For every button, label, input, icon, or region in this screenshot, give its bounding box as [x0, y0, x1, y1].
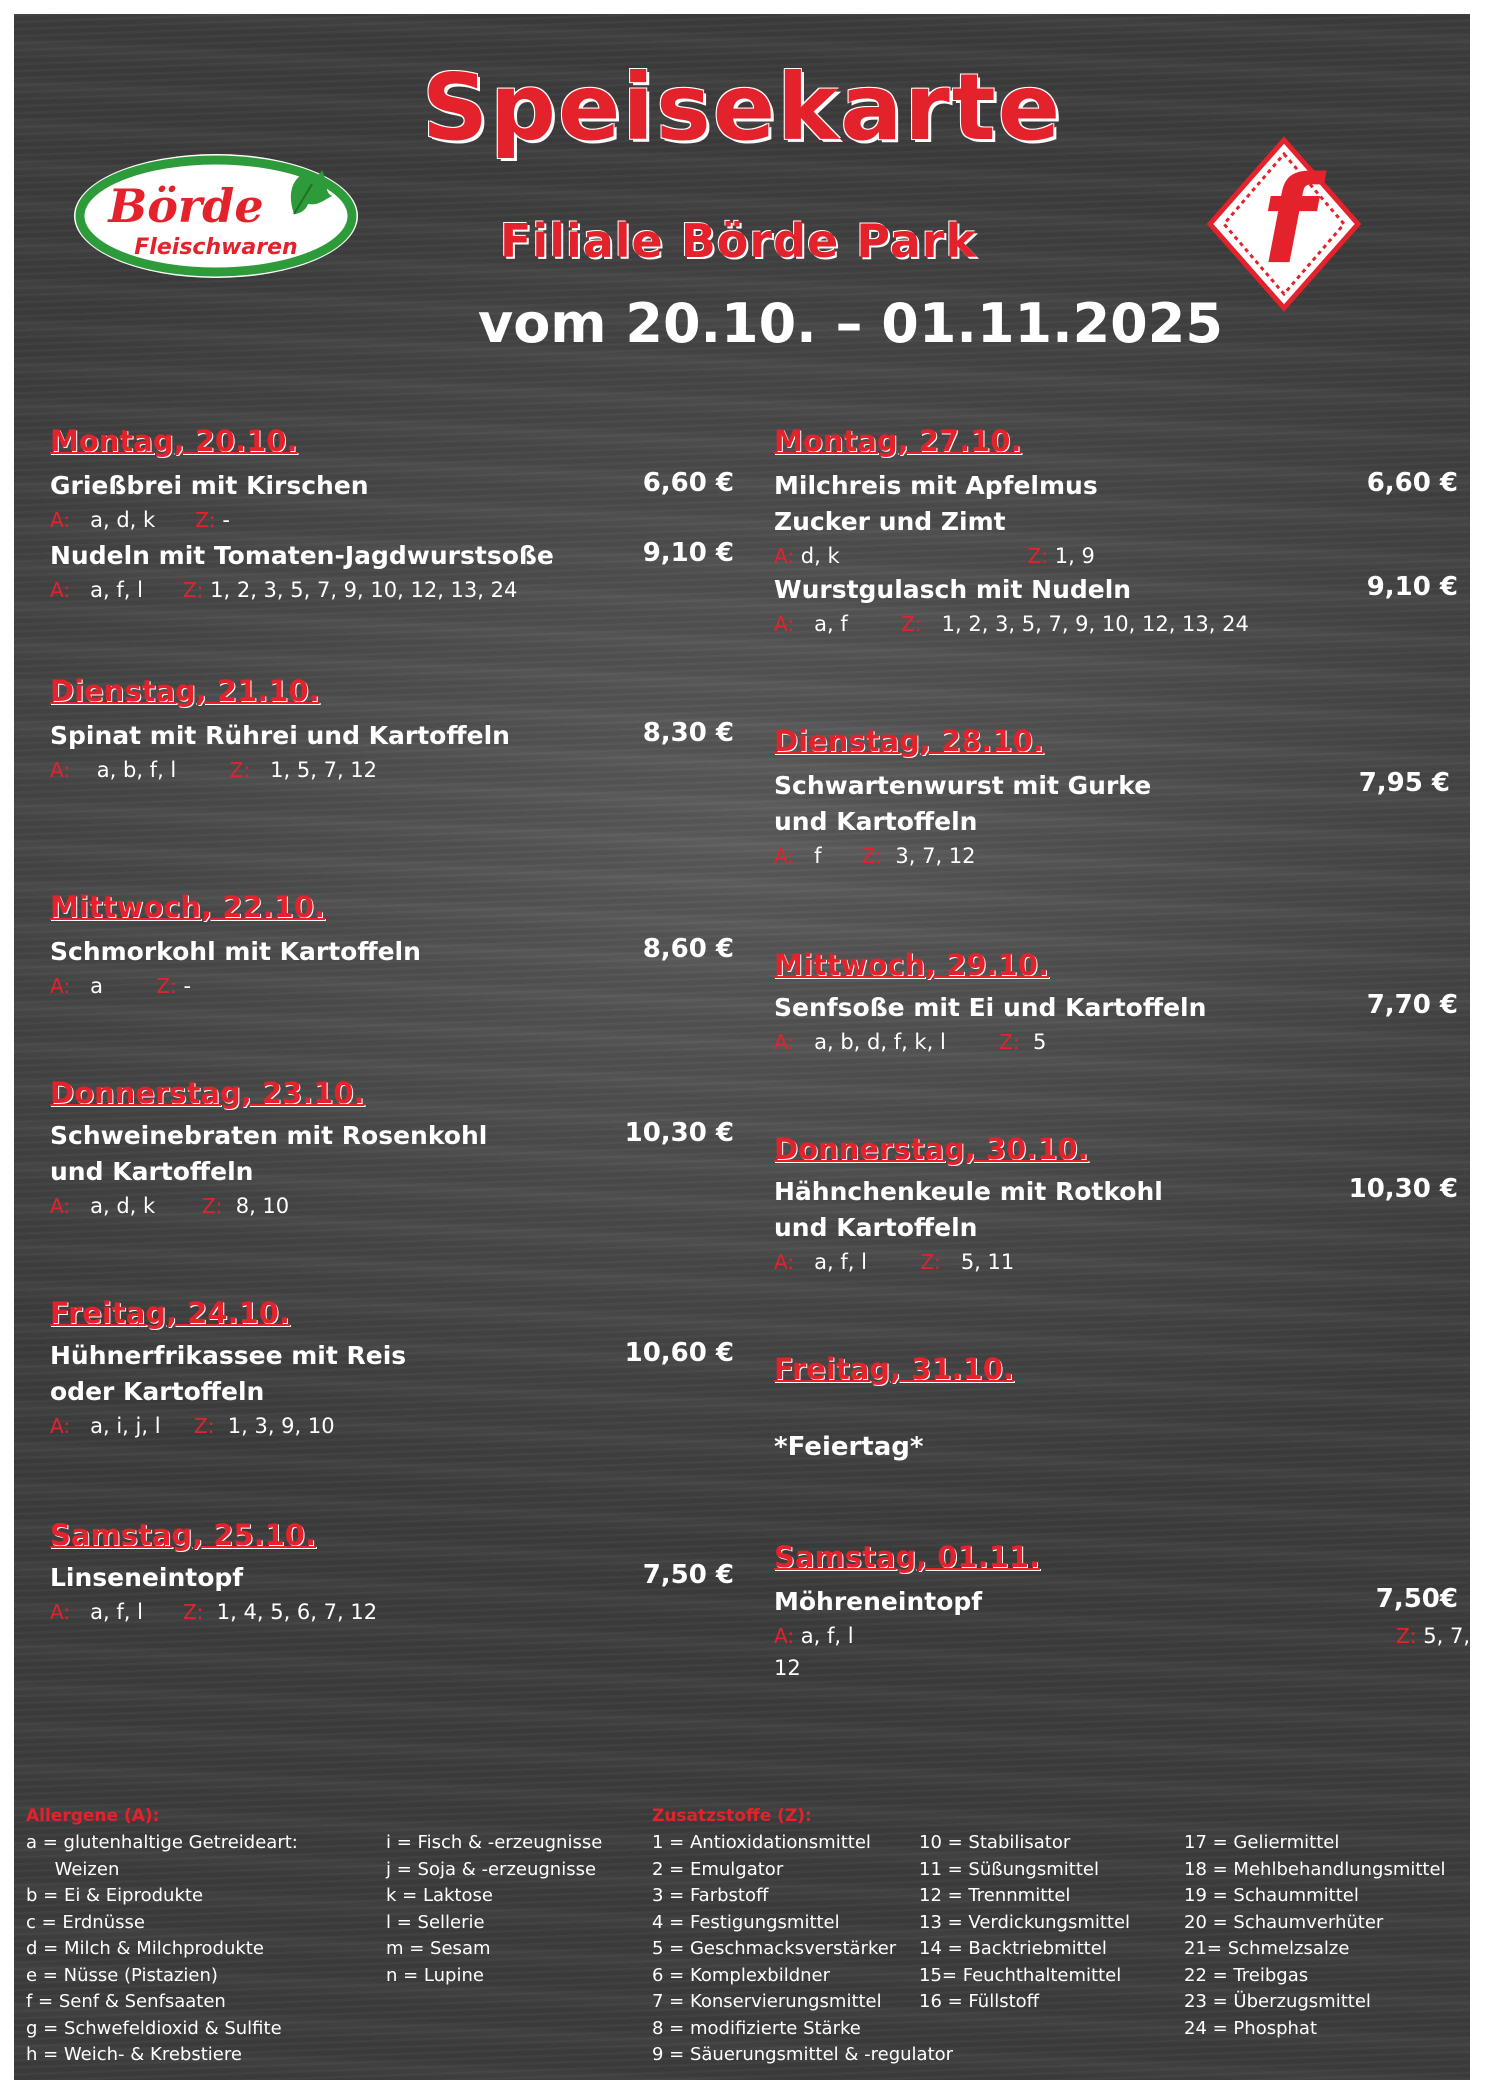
legend-line: g = Schwefeldioxid & Sulfite: [26, 2017, 282, 2039]
dish-name: Grießbrei mit Kirschen: [50, 471, 369, 500]
legend-line: 7 = Konservierungsmittel: [652, 1991, 882, 2012]
legend-line: m = Sesam: [386, 1938, 491, 1959]
dish-codes: [50, 508, 230, 532]
day-heading: Montag, 20.10.: [50, 424, 298, 458]
legend-line: 3 = Farbstoff: [652, 1885, 769, 1906]
legend-line: j = Soja & -erzeugnisse: [386, 1858, 597, 1880]
allergen-list: d, k: [800, 544, 840, 568]
allergen-key: A:: [50, 1194, 71, 1218]
legend-line: 20 = Schaumverhüter: [1184, 1911, 1384, 1933]
legend-line: 16 = Füllstoff: [919, 1991, 1040, 2012]
additive-list: 5, 7,: [1423, 1624, 1470, 1648]
borde-fleischwaren-logo: [66, 144, 366, 284]
allergen-key: A:: [50, 508, 71, 532]
logo-sub-text: Fleischwaren: [134, 235, 298, 260]
f-diamond-logo: [1204, 134, 1364, 314]
day-heading: Dienstag, 21.10.: [50, 674, 320, 708]
additive-key: Z:: [201, 1194, 223, 1218]
legend-line: f = Senf & Senfsaaten: [26, 1991, 226, 2012]
dish-codes: [50, 1194, 289, 1218]
legend-line: 15= Feuchthaltemittel: [919, 1964, 1122, 1986]
additive-key: Z:: [901, 612, 922, 636]
additive-key: Z:: [1396, 1624, 1417, 1648]
legend-line: 9 = Säuerungsmittel & -regulator: [652, 2044, 954, 2065]
additive-key: Z:: [229, 758, 251, 782]
additives-title: Zusatzstoffe (Z):: [652, 1806, 812, 1826]
allergen-list: a, d, k: [90, 1194, 156, 1218]
branch-subtitle: Filiale Börde Park: [500, 214, 978, 268]
additives-list-3: [1184, 1830, 1446, 2042]
dish-codes: [50, 1414, 335, 1438]
dish-name-cont: und Kartoffeln: [50, 1157, 254, 1186]
allergen-key: A:: [50, 758, 71, 782]
allergen-key: A:: [774, 612, 795, 636]
dish-name: Spinat mit Rührei und Kartoffeln: [50, 721, 510, 750]
allergen-list: a, b, d, f, k, l: [814, 1030, 946, 1054]
additive-list: -: [222, 508, 230, 532]
additive-list: 5: [1033, 1030, 1047, 1054]
dish-name: Senfsoße mit Ei und Kartoffeln: [774, 993, 1207, 1022]
additive-key: Z:: [1027, 544, 1049, 568]
allergen-key: A:: [774, 544, 795, 568]
dish-name: Nudeln mit Tomaten-Jagdwurstsoße: [50, 541, 554, 570]
dish-name: Hähnchenkeule mit Rotkohl: [774, 1177, 1163, 1206]
dish-codes: [774, 544, 1095, 568]
allergen-key: A:: [774, 844, 795, 868]
legend-line: b = Ei & Eiprodukte: [26, 1885, 204, 1906]
holiday-note: *Feiertag*: [774, 1432, 924, 1462]
legend-line: 5 = Geschmacksverstärker: [652, 1938, 897, 1959]
dish-price: 8,30 €: [642, 718, 734, 748]
additive-list: 1, 3, 9, 10: [227, 1414, 335, 1438]
additive-key: Z:: [182, 1600, 204, 1624]
legend-line: 21= Schmelzsalze: [1184, 1938, 1350, 1959]
additives-list-1: [652, 1830, 953, 2069]
additive-list: 1, 4, 5, 6, 7, 12: [216, 1600, 378, 1624]
allergens-list-1: [26, 1830, 298, 2069]
legend-line: k = Laktose: [386, 1885, 493, 1906]
dish-codes: [774, 612, 1249, 636]
dish-name-cont: oder Kartoffeln: [50, 1377, 265, 1406]
dish-price: 6,60 €: [1366, 468, 1458, 498]
legend-line: c = Erdnüsse: [26, 1911, 145, 1933]
day-heading: Freitag, 31.10.: [774, 1352, 1014, 1386]
day-heading: Samstag, 01.11.: [774, 1540, 1040, 1574]
dish-price: 10,60 €: [624, 1338, 734, 1368]
legend-line: 14 = Backtriebmittel: [919, 1938, 1107, 1959]
additive-key: Z:: [861, 844, 883, 868]
dish-name-cont: und Kartoffeln: [774, 807, 978, 836]
additive-key: Z:: [156, 974, 177, 998]
legend-line: 22 = Treibgas: [1184, 1964, 1309, 1986]
dish-name: Milchreis mit Apfelmus: [774, 471, 1098, 500]
day-heading: Samstag, 25.10.: [50, 1518, 316, 1552]
dish-name: Hühnerfrikassee mit Reis: [50, 1341, 407, 1370]
dish-price: 10,30 €: [1348, 1174, 1458, 1204]
additive-list: 1, 2, 3, 5, 7, 9, 10, 12, 13, 24: [210, 578, 518, 602]
legend-line: 18 = Mehlbehandlungsmittel: [1184, 1858, 1446, 1880]
dish-name: Möhreneintopf: [774, 1587, 983, 1616]
additive-list: 1, 5, 7, 12: [270, 758, 378, 782]
allergen-list: f: [814, 844, 822, 868]
day-heading: Dienstag, 28.10.: [774, 724, 1044, 758]
legend-line: 4 = Festigungsmittel: [652, 1911, 840, 1933]
allergens-list-2: [386, 1830, 602, 1989]
date-range: vom 20.10. – 01.11.2025: [478, 292, 1223, 355]
additive-list: 1, 9: [1054, 544, 1095, 568]
additive-list: 3, 7, 12: [895, 844, 976, 868]
menu-board: [14, 14, 1470, 2080]
legend-line: 6 = Komplexbildner: [652, 1964, 831, 1986]
dish-price: 9,10 €: [1366, 572, 1458, 602]
day-heading: Mittwoch, 22.10.: [50, 890, 325, 924]
legend-line: 19 = Schaummittel: [1184, 1885, 1359, 1906]
dish-name: Linseneintopf: [50, 1563, 244, 1592]
legend-line: 10 = Stabilisator: [919, 1832, 1071, 1853]
allergen-key: A:: [50, 1414, 71, 1438]
additive-list: 5, 11: [960, 1250, 1015, 1274]
day-heading: Mittwoch, 29.10.: [774, 948, 1049, 982]
allergen-key: A:: [774, 1250, 795, 1274]
legend-line: d = Milch & Milchprodukte: [26, 1938, 264, 1959]
day-heading: Freitag, 24.10.: [50, 1296, 290, 1330]
logo-brand-text: Börde: [108, 179, 264, 233]
allergen-list: a, f, l: [90, 1600, 143, 1624]
legend-line: 24 = Phosphat: [1184, 2017, 1318, 2039]
allergen-key: A:: [50, 578, 71, 602]
allergen-list: a, f, l: [814, 1250, 867, 1274]
dish-codes: [774, 1624, 854, 1648]
additive-key: Z:: [182, 578, 204, 602]
additives-list-2: [919, 1830, 1130, 2016]
legend-line: 2 = Emulgator: [652, 1858, 784, 1880]
dish-codes: [50, 1600, 377, 1624]
dish-codes: [774, 1250, 1014, 1274]
legend-line: 23 = Überzugsmittel: [1184, 1991, 1371, 2012]
allergen-key: A:: [50, 974, 71, 998]
legend-line: 8 = modifizierte Stärke: [652, 2017, 861, 2039]
allergen-list: a, f, l: [800, 1624, 854, 1648]
additive-list: 8, 10: [235, 1194, 290, 1218]
additive-key: Z:: [195, 508, 216, 532]
allergen-list: a, b, f, l: [96, 758, 177, 782]
legend-line: 11 = Süßungsmittel: [919, 1858, 1099, 1880]
dish-codes: [774, 844, 976, 868]
allergen-key: A:: [774, 1624, 795, 1648]
dish-name: Schmorkohl mit Kartoffeln: [50, 937, 421, 966]
allergen-list: a, f: [814, 612, 848, 636]
allergen-list: a, d, k: [90, 508, 156, 532]
additive-key: Z:: [193, 1414, 215, 1438]
dish-price: 7,70 €: [1366, 990, 1458, 1020]
legend-line: l = Sellerie: [386, 1911, 485, 1933]
allergen-list: a: [90, 974, 103, 998]
legend-line: a = glutenhaltige Getreideart:: [26, 1832, 298, 1853]
dish-price: 7,50€: [1375, 1584, 1458, 1614]
legend-line: 12 = Trennmittel: [919, 1885, 1071, 1906]
dish-price: 6,60 €: [642, 468, 734, 498]
dish-price: 8,60 €: [642, 934, 734, 964]
dish-price: 9,10 €: [642, 538, 734, 568]
legend-line: e = Nüsse (Pistazien): [26, 1964, 218, 1986]
dish-name-cont: und Kartoffeln: [774, 1213, 978, 1242]
dish-name: Wurstgulasch mit Nudeln: [774, 575, 1132, 604]
legend-line: 13 = Verdickungsmittel: [919, 1911, 1131, 1933]
day-heading: Montag, 27.10.: [774, 424, 1022, 458]
dish-codes: [50, 578, 517, 602]
legend-line: Weizen: [26, 1858, 120, 1880]
allergen-key: A:: [50, 1600, 71, 1624]
dish-name: Schweinebraten mit Rosenkohl: [50, 1121, 488, 1150]
dish-name-cont: Zucker und Zimt: [774, 507, 1006, 536]
legend-line: 17 = Geliermittel: [1184, 1832, 1340, 1853]
day-heading: Donnerstag, 23.10.: [50, 1076, 365, 1110]
page-title: Speisekarte: [421, 54, 1063, 161]
dish-codes-cont: 12: [774, 1656, 801, 1680]
additive-list: 1, 2, 3, 5, 7, 9, 10, 12, 13, 24: [941, 612, 1249, 636]
legend-line: n = Lupine: [386, 1964, 484, 1986]
dish-price: 7,50 €: [642, 1560, 734, 1590]
allergens-title: Allergene (A):: [26, 1806, 160, 1826]
day-heading: Donnerstag, 30.10.: [774, 1132, 1089, 1166]
additive-list: -: [183, 974, 192, 998]
allergen-key: A:: [774, 1030, 795, 1054]
legend-line: 1 = Antioxidationsmittel: [652, 1832, 871, 1853]
dish-price: 10,30 €: [624, 1118, 734, 1148]
legend-line: i = Fisch & -erzeugnisse: [386, 1832, 603, 1853]
dish-codes-right: [1396, 1624, 1470, 1648]
dish-price: 7,95 €: [1358, 768, 1450, 798]
dish-codes: [50, 974, 191, 998]
dish-codes: [774, 1030, 1046, 1054]
allergen-list: a, f, l: [90, 578, 143, 602]
legend-line: h = Weich- & Krebstiere: [26, 2044, 242, 2065]
logo-f-letter: f: [1261, 152, 1315, 291]
additive-key: Z:: [920, 1250, 941, 1274]
dish-name: Schwartenwurst mit Gurke: [774, 771, 1152, 800]
dish-codes: [50, 758, 377, 782]
allergen-list: a, i, j, l: [90, 1414, 161, 1438]
additive-key: Z:: [999, 1030, 1020, 1054]
